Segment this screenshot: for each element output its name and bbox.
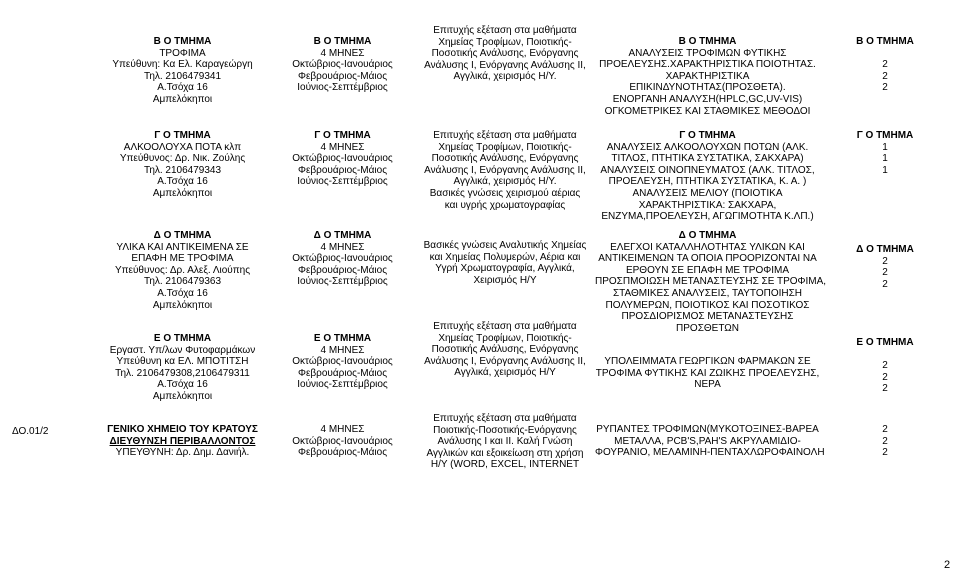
row5-count-value: 2: [882, 435, 888, 447]
row2-skills-line: Επιτυχής εξέταση στα μαθήματα: [433, 130, 577, 141]
row3-work: [595, 230, 827, 334]
row2-work-line: ΑΝΑΛΥΣΕΙΣ ΑΛΚΟΟΛΟΥΧΩΝ ΠΟΤΩΝ (ΑΛΚ.: [606, 141, 809, 153]
row1-lab-title: Β Ο ΤΜΗΜΑ: [153, 36, 212, 47]
row1-period: [270, 36, 415, 94]
row3-period-line: Φεβρουάριος-Μάιος: [297, 264, 388, 276]
row4-count-value: 2: [882, 360, 888, 372]
row4-work-line: ΝΕΡΑ: [694, 379, 721, 391]
row1-skills-line: Ανάλυσης Ι, Ενόργανης Ανάλυσης ΙΙ,: [424, 59, 586, 71]
row3-skills-line: Χειρισμός Η/Υ: [473, 274, 537, 286]
row1-skills-line: Ποσοτικής Ανάλυσης, Ενόργανης: [431, 48, 579, 60]
row3-count: [840, 244, 930, 290]
row1-lab-line: Τηλ. 2106479341: [143, 70, 222, 82]
row2-lab-line: ΑΛΚΟΟΛΟΥΧΑ ΠΟΤΑ κλπ: [123, 141, 242, 153]
row1-count-title: Β Ο ΤΜΗΜΑ: [856, 36, 914, 47]
row2-skills-line: Βασικές γνώσεις χειρισμού αέριας: [429, 187, 581, 199]
row1-lab-line: Αμπελόκηποι: [152, 93, 213, 105]
row5-skills-line: Αγγλικών και εξοικείωση στη χρήση: [426, 447, 584, 459]
row3-count-value: 2: [882, 255, 888, 267]
row3-period-line: 4 ΜΗΝΕΣ: [320, 241, 365, 253]
row4-skills-line: Αγγλικά, χειρισμός Η/Υ: [454, 367, 556, 379]
row4-work-line: ΤΡΟΦΙΜΑ ΦΥΤΙΚΗΣ ΚΑΙ ΖΩΙΚΗΣ ΠΡΟΕΛΕΥΣΗΣ,: [595, 367, 820, 379]
row2-period: [270, 130, 415, 188]
row2-work-line: ΑΝΑΛΥΣΕΙΣ ΜΕΛΙΟΥ (ΠΟΙΟΤΙΚΑ: [632, 187, 783, 199]
row5-skills-line: Ανάλυσης Ι και ΙΙ. Καλή Γνώση: [437, 436, 573, 448]
row3-work-line: ΕΡΘΟΥΝ ΣΕ ΕΠΑΦΗ ΜΕ ΤΡΟΦΙΜΑ: [625, 264, 790, 276]
row2-work-line: ΤΙΤΛΟΣ, ΠΤΗΤΙΚΑ ΣΥΣΤΑΤΙΚΑ, ΣΑΚΧΑΡΑ): [611, 153, 804, 165]
row1-work-line: ΕΝΟΡΓΑΝΗ ΑΝΑΛΥΣΗ(HPLC,GC,UV-VIS): [612, 93, 803, 105]
row4-lab-line: Αμπελόκηποι: [152, 390, 213, 402]
row3-count-value: 2: [882, 278, 888, 290]
row5-lab-line: ΥΠΕΥΘΥΝΗ: Δρ. Δημ. Δανιήλ.: [115, 447, 250, 459]
row1-skills-line: Χημείας Τροφίμων, Ποιοτικής-: [438, 36, 572, 48]
row1-period-line: 4 ΜΗΝΕΣ: [320, 47, 365, 59]
row4-skills-line: Χημείας Τροφίμων, Ποιοτικής-: [438, 332, 572, 344]
row5-skills-line: Η/Υ (WORD, EXCEL, INTERNET: [430, 459, 580, 471]
row3-period-title: Δ Ο ΤΜΗΜΑ: [313, 230, 372, 241]
row5-lab: [95, 424, 270, 459]
row4-period-line: Ιούνιος-Σεπτέμβριος: [297, 379, 388, 391]
row2-work-title: Γ Ο ΤΜΗΜΑ: [679, 130, 736, 141]
row4-lab-line: Α.Τσόχα 16: [157, 379, 208, 391]
row3-work-line: ΕΛΕΓΧΟΙ ΚΑΤΑΛΛΗΛΟΤΗΤΑΣ ΥΛΙΚΩΝ ΚΑΙ: [610, 241, 805, 253]
row3-skills-line: Υγρή Χρωματογραφία, Αγγλικά,: [435, 263, 575, 275]
row3-skills-line: Βασικές γνώσεις Αναλυτικής Χημείας: [423, 240, 587, 251]
row5-period-line: 4 ΜΗΝΕΣ: [320, 424, 365, 435]
row2-count-title: Γ Ο ΤΜΗΜΑ: [856, 130, 914, 141]
row5-lab-title: ΓΕΝΙΚΟ ΧΗΜΕΙΟ ΤΟΥ ΚΡΑΤΟΥΣ: [107, 424, 258, 435]
row4-period-line: Οκτώβριος-Ιανουάριος: [292, 356, 393, 368]
row2-work-line: ΑΝΑΛΥΣΕΙΣ ΟΙΝΟΠΝΕΥΜΑΤΟΣ (ΑΛΚ. ΤΙΤΛΟΣ,: [600, 164, 815, 176]
row3-work-line: ΠΡΟΣΠΜΟΙΩΣΗ ΜΕΤΑΝΑΣΤΕΥΣΗΣ ΣΕ ΤΡΟΦΙΜΑ,: [595, 276, 827, 288]
row4-count-title: Ε Ο ΤΜΗΜΑ: [856, 337, 914, 348]
row1-work: [595, 36, 820, 117]
row3-lab-title: Δ Ο ΤΜΗΜΑ: [153, 230, 212, 241]
row5-work-line: ΦΟΥΡΑΝΙΟ, ΜΕΛΑΜΙΝΗ-ΠΕΝΤΑΧΛΩΡΟΦΑΙΝΟΛΗ: [595, 447, 825, 459]
row4-count-value: 2: [882, 383, 888, 395]
row3-work-line: ΠΡΟΣΘΕΤΩΝ: [676, 322, 739, 334]
row1-period-line: Ιούνιος-Σεπτέμβριος: [297, 82, 388, 94]
row4-period: [270, 333, 415, 391]
row5-count-value: 2: [882, 424, 888, 435]
row1-count-value: 2: [882, 82, 888, 94]
row3-skills: [415, 240, 595, 286]
row5-work: [595, 424, 825, 459]
row1-work-line: ΕΠΙΚΙΝΔΥΝΟΤΗΤΑΣ(ΠΡΟΣΘΕΤΑ).: [629, 82, 786, 94]
row3-period-line: Ιούνιος-Σεπτέμβριος: [297, 276, 388, 288]
row5-work-line: ΡΥΠΑΝΤΕΣ ΤΡΟΦΙΜΩΝ(ΜΥΚΟΤΟΞΙΝΕΣ-ΒΑΡΕΑ: [596, 424, 819, 435]
row1-skills-line: Επιτυχής εξέταση στα μαθήματα: [433, 25, 577, 36]
row3-lab-line: Α.Τσόχα 16: [157, 287, 208, 299]
row2-lab-line: Α.Τσόχα 16: [157, 176, 208, 188]
row4-period-title: Ε Ο ΤΜΗΜΑ: [313, 333, 372, 344]
row2-lab-title: Γ Ο ΤΜΗΜΑ: [154, 130, 211, 141]
row4-work: [595, 356, 820, 391]
page-number: 2: [944, 559, 951, 571]
row2-skills-line: Ανάλυσης Ι, Ενόργανης Ανάλυσης ΙΙ,: [424, 164, 586, 176]
row1-work-line: ΧΑΡΑΚΤΗΡΙΣΤΙΚΑ: [665, 70, 750, 82]
row4-skills-line: Ανάλυσης Ι, Ενόργανης Ανάλυσης ΙΙ,: [424, 355, 586, 367]
row3-period-line: Οκτώβριος-Ιανουάριος: [292, 253, 393, 265]
row1-period-line: Φεβρουάριος-Μάιος: [297, 70, 388, 82]
row4-count-value: 2: [882, 371, 888, 383]
row2-skills-line: Αγγλικά, χειρισμός Η/Υ.: [453, 176, 557, 188]
row4-skills: [415, 321, 595, 379]
row2-lab-line: Τηλ. 2106479343: [143, 164, 222, 176]
row1-skills: [415, 25, 595, 83]
row2-count-value: 1: [882, 141, 888, 153]
row4-work-line: ΥΠΟΛΕΙΜΜΑΤΑ ΓΕΩΡΓΙΚΩΝ ΦΑΡΜΑΚΩΝ ΣΕ: [604, 356, 811, 367]
row2-skills-line: Χημείας Τροφίμων, Ποιοτικής-: [438, 141, 572, 153]
row3-lab-line: Αμπελόκηποι: [152, 299, 213, 311]
row1-lab-line: Υπεύθυνη: Κα Ελ. Καραγεώργη: [112, 59, 253, 71]
document-code: ΔΟ.01/2: [12, 426, 49, 437]
row3-work-line: ΑΝΤΙΚΕΙΜΕΝΩΝ ΤΑ ΟΠΟΙΑ ΠΡΟΟΡΙΖΟΝΤΑΙ ΝΑ: [598, 253, 817, 265]
row2-lab-line: Υπεύθυνος: Δρ. Νικ. Ζούλης: [119, 153, 246, 165]
row4-count: [840, 337, 930, 395]
row4-lab-line: Τηλ. 2106479308,2106479311: [115, 367, 250, 379]
row2-count-value: 1: [882, 153, 888, 165]
row2-lab-line: Αμπελόκηποι: [152, 187, 213, 199]
row1-count-value: 2: [882, 59, 888, 71]
row3-count-title: Δ Ο ΤΜΗΜΑ: [856, 244, 914, 255]
row5-skills-line: Επιτυχής εξέταση στα μαθήματα: [433, 413, 577, 424]
row5-skills: [415, 413, 595, 471]
row1-lab-line: ΤΡΟΦΙΜΑ: [159, 47, 206, 59]
row1-lab-line: Α.Τσόχα 16: [157, 82, 208, 94]
row5-count: [840, 424, 930, 459]
row4-skills-line: Επιτυχής εξέταση στα μαθήματα: [433, 321, 577, 332]
row3-work-line: ΠΟΛΥΜΕΡΩΝ, ΠΟΙΟΤΙΚΟΣ ΚΑΙ ΠΟΣΟΤΙΚΟΣ: [605, 299, 810, 311]
row2-work-line: ΧΑΡΑΚΤΗΡΙΣΤΙΚΑ: ΣΑΚΧΑΡΑ,: [638, 199, 777, 211]
row2-skills-line: και υγρής χρωματογραφίας: [444, 199, 566, 211]
row5-skills-line: Ποιοτικής-Ποσοτικής-Ενόργανης: [433, 424, 577, 436]
row3-period: [270, 230, 415, 288]
row4-skills-line: Ποσοτικής Ανάλυσης, Ενόργανης: [431, 344, 579, 356]
row2-work-line: ΠΡΟΕΛΕΥΣΗ, ΠΤΗΤΙΚΑ ΣΥΣΤΑΤΙΚΑ, Κ. Α. ): [608, 176, 807, 188]
row4-lab-line: Υπεύθυνη κα ΕΛ. ΜΠΟΤΙΤΣΗ: [116, 356, 249, 368]
row3-work-title: Δ Ο ΤΜΗΜΑ: [678, 230, 737, 241]
row3-lab-line: Τηλ. 2106479363: [143, 276, 222, 288]
row1-period-title: Β Ο ΤΜΗΜΑ: [313, 36, 372, 47]
row3-lab-line: ΥΛΙΚΑ ΚΑΙ ΑΝΤΙΚΕΙΜΕΝΑ ΣΕ: [116, 241, 249, 253]
row1-work-line: ΑΝΑΛΥΣΕΙΣ ΤΡΟΦΙΜΩΝ ΦΥΤΙΚΗΣ: [628, 47, 787, 59]
row1-period-line: Οκτώβριος-Ιανουάριος: [292, 59, 393, 71]
row4-period-line: 4 ΜΗΝΕΣ: [320, 344, 365, 356]
row2-work-line: ΕΝΖΥΜΑ,ΠΡΟΕΛΕΥΣΗ, ΑΓΩΓΙΜΟΤΗΤΑ Κ.ΛΠ.): [601, 211, 814, 223]
row5-period-line: Φεβρουάριος-Μάιος: [297, 447, 388, 459]
row2-lab: [95, 130, 270, 200]
row4-lab-title: Ε Ο ΤΜΗΜΑ: [153, 333, 212, 344]
row1-work-line: ΟΓΚΟΜΕΤΡΙΚΕΣ ΚΑΙ ΣΤΑΘΜΙΚΕΣ ΜΕΘΟΔΟΙ: [604, 105, 811, 117]
row5-period-line: Οκτώβριος-Ιανουάριος: [292, 435, 393, 447]
row2-count: [840, 130, 930, 176]
row3-count-value: 2: [882, 267, 888, 279]
row3-lab-line: Υπεύθυνος: Δρ. Αλεξ. Λιούπης: [114, 264, 251, 276]
row2-skills-line: Ποσοτικής Ανάλυσης, Ενόργανης: [431, 153, 579, 165]
row1-count: [840, 36, 930, 94]
row1-skills-line: Αγγλικά, χειρισμός Η/Υ.: [453, 71, 557, 83]
row3-work-line: ΠΡΟΣΔΙΟΡΙΣΜΟΣ ΜΕΤΑΝΑΣΤΕΥΣΗΣ: [621, 311, 794, 323]
row5-work-line: ΜΕΤΑΛΛΑ, PCB'S,PAH'S ΑΚΡΥΛΑΜΙΔΙΟ-: [614, 435, 801, 447]
row2-period-line: 4 ΜΗΝΕΣ: [320, 141, 365, 153]
row5-count-value: 2: [882, 447, 888, 459]
row2-period-title: Γ Ο ΤΜΗΜΑ: [314, 130, 371, 141]
row1-work-title: Β Ο ΤΜΗΜΑ: [678, 36, 737, 47]
row3-lab: [95, 230, 270, 311]
row2-count-value: 1: [882, 164, 888, 176]
row2-skills: [415, 130, 595, 211]
row4-lab-line: Εργαστ. Υπ/λων Φυτοφαρμάκων: [109, 344, 256, 356]
row3-skills-line: και Χημείας Πολυμερών, Αέρια και: [429, 251, 581, 263]
row3-lab-line: ΕΠΑΦΗ ΜΕ ΤΡΟΦΙΜΑ: [131, 253, 234, 265]
row2-period-line: Φεβρουάριος-Μάιος: [297, 164, 388, 176]
row1-count-value: 2: [882, 70, 888, 82]
row1-lab: [95, 36, 270, 106]
row2-work: [595, 130, 820, 223]
row2-period-line: Ιούνιος-Σεπτέμβριος: [297, 176, 388, 188]
row2-period-line: Οκτώβριος-Ιανουάριος: [292, 153, 393, 165]
row3-work-line: ΣΤΑΘΜΙΚΕΣ ΑΝΑΛΥΣΕΙΣ, ΤΑΥΤΟΠΟΙΗΣΗ: [612, 287, 803, 299]
row4-period-line: Φεβρουάριος-Μάιος: [297, 367, 388, 379]
row4-lab: [95, 333, 270, 403]
row1-work-line: ΠΡΟΕΛΕΥΣΗΣ.ΧΑΡΑΚΤΗΡΙΣΤΙΚΑ ΠΟΙΟΤΗΤΑΣ.: [599, 59, 816, 71]
row5-lab-subtitle: ΔΙΕΥΘΥΝΣΗ ΠΕΡΙΒΑΛΛΟΝΤΟΣ: [109, 435, 256, 447]
row5-period: [270, 424, 415, 459]
